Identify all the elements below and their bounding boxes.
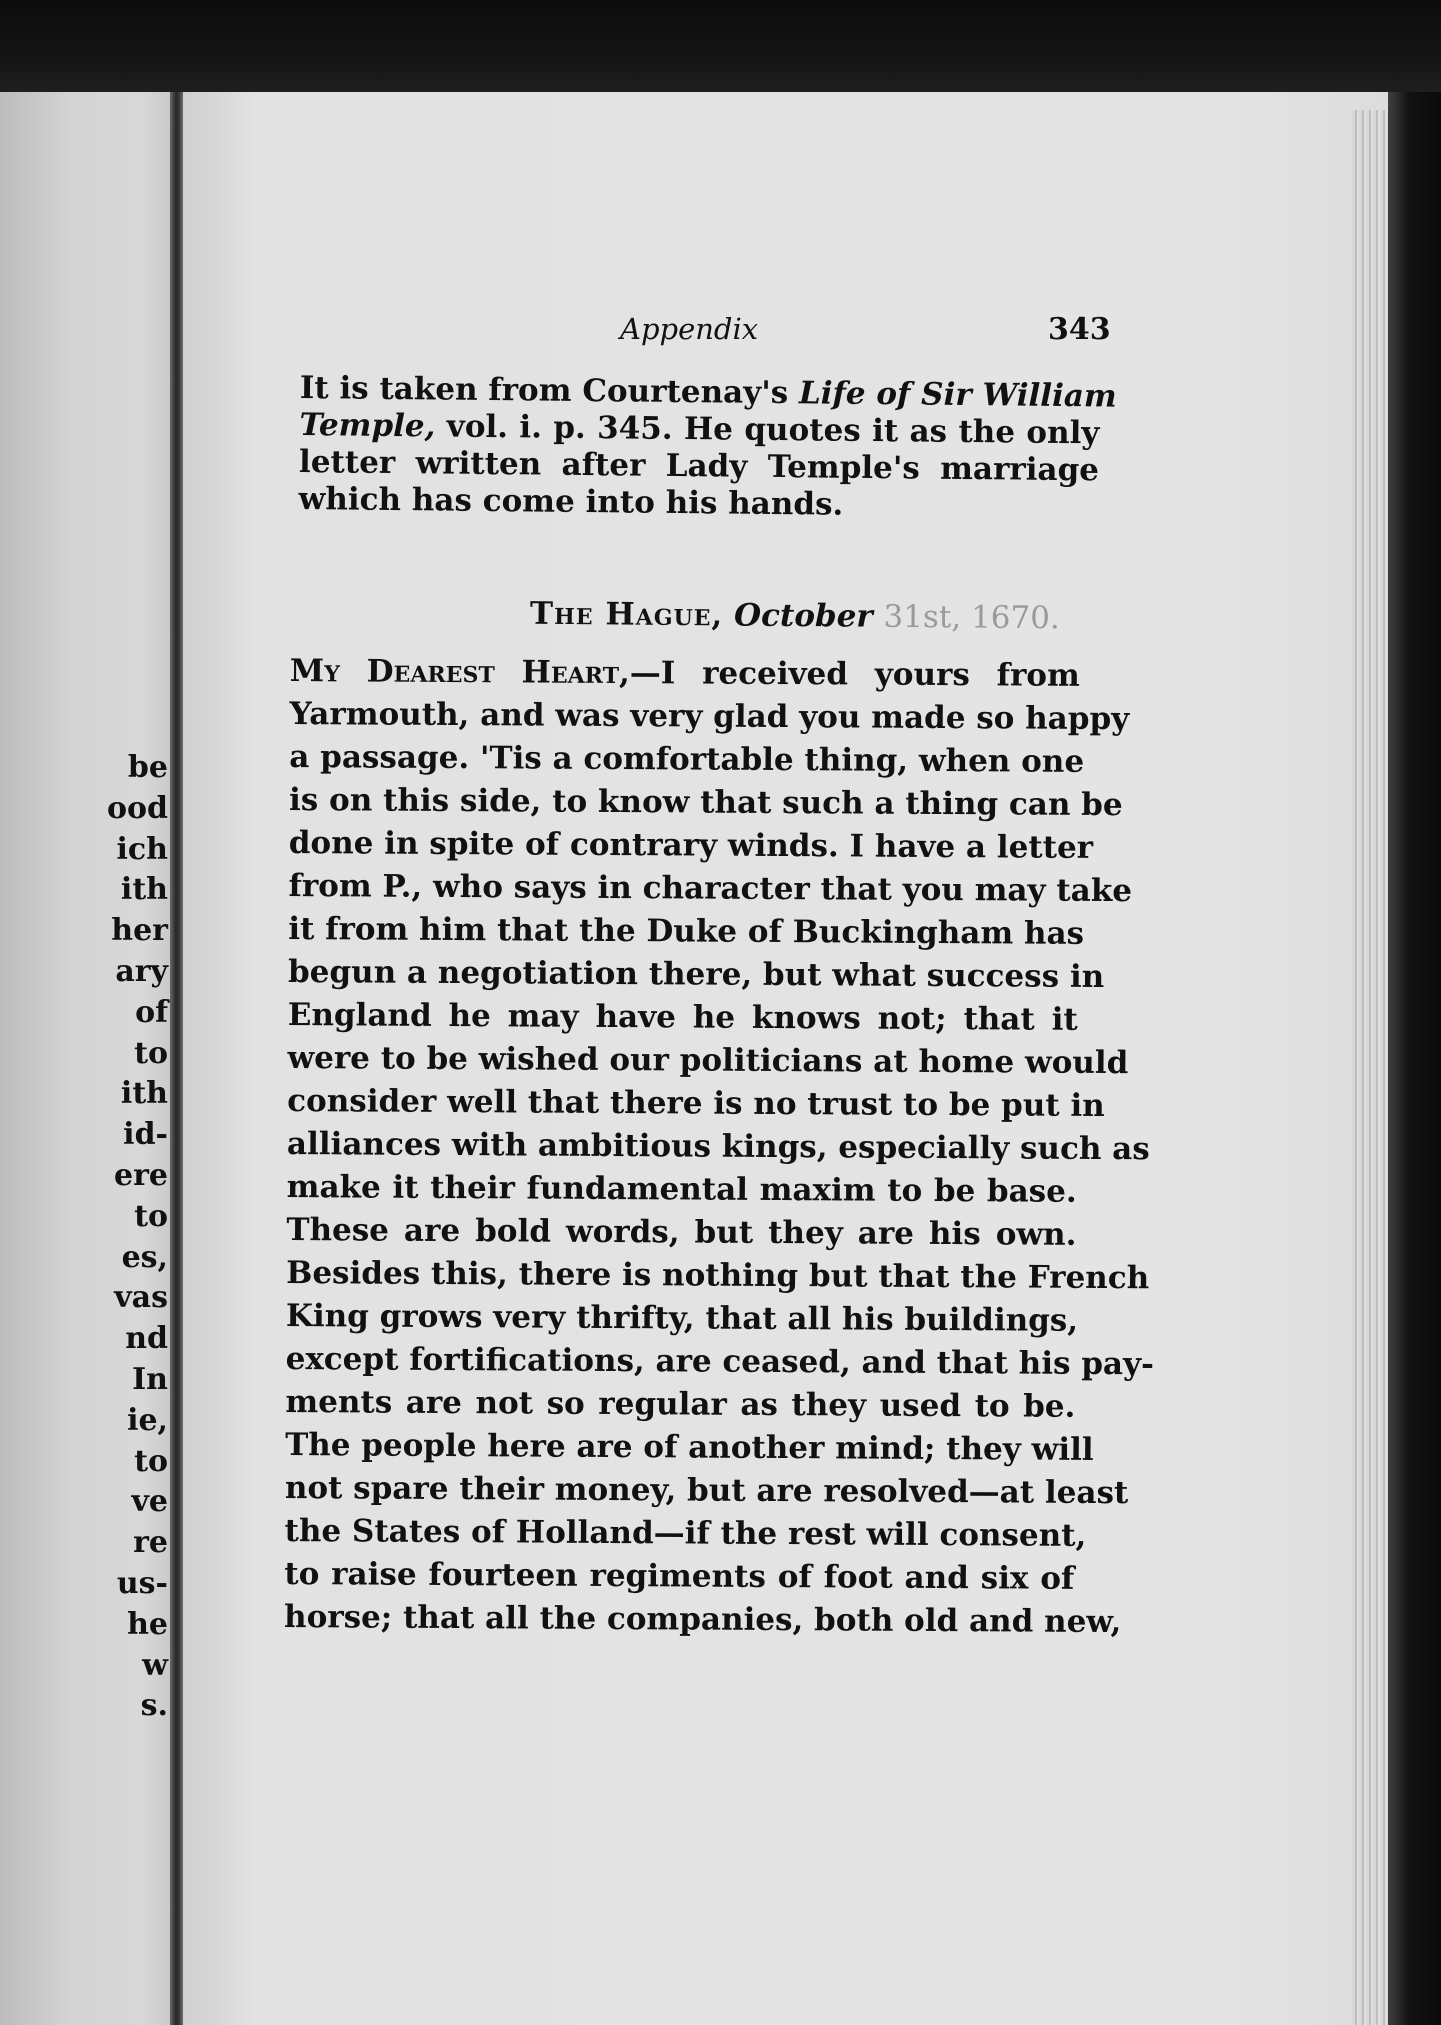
left-page-fragment: ich bbox=[116, 831, 168, 867]
left-page-fragment: be bbox=[127, 750, 168, 785]
left-page-fragment: to bbox=[134, 1198, 168, 1234]
left-page-fragment: ary bbox=[115, 953, 168, 989]
left-page-fragment: ere bbox=[114, 1157, 168, 1193]
letter-line: the States of Holland—if the rest will consent, bbox=[284, 1512, 1087, 1554]
letter-line: The people here are of another mind; they will bbox=[285, 1426, 1094, 1468]
left-page-fragment: re bbox=[133, 1525, 168, 1561]
letter-dateline bbox=[530, 596, 1060, 637]
letter-line: ments are not so regular as they used to be. bbox=[285, 1383, 1076, 1425]
intro-line: letter written after Lady Temple's marriage bbox=[298, 443, 1100, 489]
letter-line: begun a negotiation there, but what success in bbox=[287, 953, 1105, 995]
left-page-fragment: s. bbox=[140, 1688, 168, 1724]
book-title: Temple, bbox=[299, 406, 436, 445]
left-page-fragment: he bbox=[127, 1606, 168, 1642]
letter-line: These are bold words, but they are his own. bbox=[286, 1211, 1077, 1253]
letter-line: except fortifications, are ceased, and that his pay- bbox=[285, 1340, 1155, 1383]
left-page-fragment: ith bbox=[120, 1076, 168, 1112]
letter-text: —I received yours from bbox=[629, 655, 1080, 694]
left-page-fragment: us- bbox=[116, 1565, 168, 1601]
letter-line bbox=[290, 650, 1080, 698]
left-page-fragment: ie, bbox=[127, 1402, 168, 1438]
intro-paragraph bbox=[298, 370, 1117, 526]
running-title: Appendix bbox=[620, 312, 759, 346]
letter-line: a passage. 'Tis a comfortable thing, when one bbox=[289, 738, 1085, 780]
left-page-fragment: In bbox=[132, 1361, 168, 1397]
letter-line: Besides this, there is nothing but that the French bbox=[286, 1254, 1150, 1297]
dateline-day: 31st, 1670. bbox=[883, 598, 1060, 637]
letter-salutation: My Dearest Heart, bbox=[289, 652, 630, 692]
left-page-fragment: es, bbox=[121, 1239, 168, 1275]
intro-text: vol. i. p. 345. He quotes it as the only bbox=[435, 408, 1100, 452]
left-page-text-fragments bbox=[0, 748, 168, 1727]
left-page-fragment: ve bbox=[131, 1484, 168, 1520]
letter-line: not spare their money, but are resolved—at least bbox=[284, 1469, 1129, 1512]
letter-line: Yarmouth, and was very glad you made so happy bbox=[289, 695, 1130, 738]
letter-line: to raise fourteen regiments of foot and six of bbox=[284, 1555, 1075, 1597]
dateline-place: The Hague, bbox=[529, 595, 724, 634]
letter-body bbox=[283, 650, 1155, 1644]
letter-line: from P., who says in character that you may take bbox=[288, 867, 1133, 910]
left-page-fragment: ood bbox=[107, 790, 168, 826]
letter-line: alliances with ambitious kings, especially such as bbox=[286, 1125, 1150, 1168]
page-edge-stack bbox=[1352, 110, 1386, 2025]
letter-line: is on this side, to know that such a thing can be bbox=[288, 781, 1123, 824]
letter-line: King grows very thrifty, that all his buildings, bbox=[285, 1297, 1079, 1339]
letter-line: consider well that there is no trust to be put in bbox=[287, 1082, 1105, 1124]
left-page-fragment: nd bbox=[125, 1321, 168, 1357]
left-page-fragment: to bbox=[134, 1443, 168, 1479]
left-page-fragment: w bbox=[142, 1647, 168, 1683]
letter-line: were to be wished our politicians at home would bbox=[287, 1039, 1129, 1082]
letter-line: it from him that the Duke of Buckingham has bbox=[288, 910, 1085, 952]
left-page-fragment: her bbox=[111, 913, 168, 949]
intro-line: which has come into his hands. bbox=[298, 480, 844, 523]
dateline-month: October bbox=[733, 597, 873, 635]
book-title: Life of Sir William bbox=[798, 375, 1117, 415]
left-page-fragment: to bbox=[134, 1035, 168, 1071]
left-page-fragment: vas bbox=[114, 1280, 168, 1316]
intro-text: It is taken from Courtenay's bbox=[299, 370, 800, 412]
book-gutter bbox=[170, 92, 184, 2025]
letter-line: make it their fundamental maxim to be base. bbox=[286, 1168, 1077, 1210]
letter-line: done in spite of contrary winds. I have a letter bbox=[288, 824, 1094, 866]
scanner-background-top bbox=[0, 0, 1441, 92]
page-number: 343 bbox=[1048, 312, 1111, 347]
left-page-fragment: of bbox=[135, 994, 168, 1030]
left-page-fragment: ith bbox=[120, 872, 168, 908]
left-page-fragment: id- bbox=[123, 1117, 168, 1153]
letter-line: England he may have he knows not; that it bbox=[287, 996, 1078, 1038]
letter-line: horse; that all the companies, both old and new, bbox=[283, 1598, 1122, 1641]
scanner-background-right bbox=[1388, 92, 1441, 2025]
